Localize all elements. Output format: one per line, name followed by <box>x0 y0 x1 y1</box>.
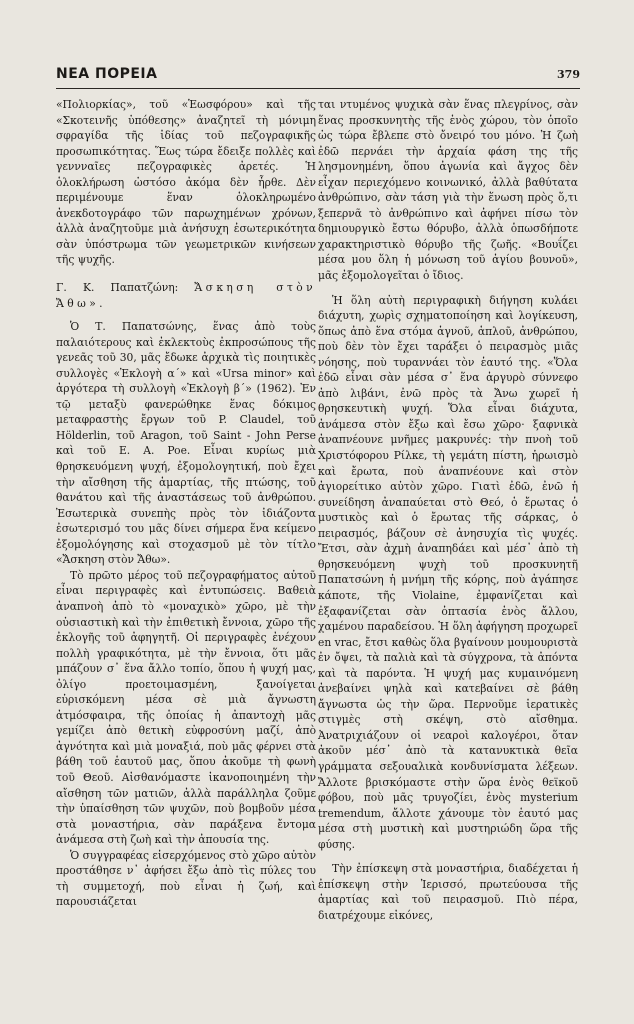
paragraph-author-entering: Ὁ συγγραφέας εἰσερχόμενος στὸ χῶρο αὐτὸν προστάθησε ν᾿ ἀφήσει ἔξω ἀπὸ τὶς πύλες του τὴ συμμετοχή, ποὺ εἶναι ἡ ζωή, καὶ παρουσιάζεται <box>56 848 316 909</box>
right-column <box>318 97 578 923</box>
review-heading-author: Γ. Κ. Παπατζώνη: <box>56 281 179 295</box>
paragraph-continuation: ται ντυμένος ψυχικὰ σὰν ἕνας πλεγρίνος, σὰν ἕνας προσκυνητὴς τῆς ἑνὸς χώρου, τὸν ὁποῖο ὡς τώρα ἔβλεπε στὸ ὄνειρό του μόνο. Ἡ ζωὴ ἐδῶ περνάει τὴν ἀρχαία φάση της τῆς λησμονημένη, ὅπου ἀγωνία καὶ ἄγχος δὲν εἶχαν περιεχόμενο κοινωνικό, ἀλλὰ βαθύτατα ἀνθρώπινο, σὰν τάση γιὰ τὴν ἕνωση πρὸς ὅ,τι ξεπερνᾶ τὸ ἀνθρώπινο καὶ ἀφήνει πίσω τὸν δημιουργικὸ ἔστω θόρυβο, ἀλλὰ ὁπωσδήποτε χαρακτηριστικὸ θόρυβο τῆς ζωῆς. «Βουΐζει μέσα μου ὅλη ἡ μόνωση τοῦ ἁγίου βουνοῦ», μᾶς ἐξομολογεῖται ὁ ἴδιος. <box>318 98 578 283</box>
review-heading <box>56 280 316 311</box>
paragraph-narration: Ἡ ὅλη αὐτὴ περιγραφικὴ διήγηση κυλάει διάχυτη, χωρὶς σχηματοποίηση καὶ λογίκευση, ὅπως ἀπὸ ἕνα στόμα ἁγνοῦ, ἁπλοῦ, ἀνθρώπου, ποὺ δὲν τὸν ἔχει ταράξει ὁ πειρασμὸς μιᾶς νόησης, ποὺ τυραννάει τὸν ἑαυτό της. «Ὅλα ἐδῶ εἶναι σὰν μέσα σ᾿ ἕνα ἀργυρὸ σύννεφο ἀπὸ λιβάνι, ἐνῶ πρὸς τὰ Ἄνω χωρεῖ ἡ θρησκευτικὴ ψυχή. Ὅλα εἶναι διάχυτα, ἀνάμεσα στὸν ἔξω καὶ ἔσω χῶρο· ξαφνικὰ ἀναπνέουνε μνῆμες μακρυνές: τὴν πνοὴ τοῦ Χριστόφορου Ρίλκε, τὴ γεμάτη πίστη, ἡρωισμὸ καὶ ἔρωτα, ποὺ ἀναπνέουνε καὶ στὸν ἀγιορείτικο αὐτὸν χῶρο. Γιατὶ ἐδῶ, ἐνῶ ἡ συνείδηση ἀναπαύεται στὸ Θεό, ὁ ἔρωτας ὁ μυστικὸς καὶ ὁ ἔρωτας τῆς σάρκας, ὁ πειρασμός, βάζουν σὲ ἀνησυχία τὶς ψυχές. Ἔτσι, σὰν ἀχμὴ ἀναπηδάει καὶ μέσ᾿ ἀπὸ τὴ θρησκευόμενη ψυχὴ τοῦ προσκυνητῆ Παπατσώνη ἡ μνήμη τῆς κόρης, ποὺ ἀγάπησε κάποτε, τῆς Violaine, ἐμφανίζεται καὶ ἐξαφανίζεται σὰν ὀπτασία ἑνὸς ἄλλου, χαμένου παραδείσου. Ἡ ὅλη ἀφήγηση προχωρεῖ en vrac, ἔτσι καθὼς ὅλα βγαίνουν μουμουριστὰ ἐν ὄψει, τὰ παλιὰ καὶ τὰ σύγχρονα, τὰ ἀπόντα καὶ τὰ παρόντα. Ἡ ψυχή μας κυμαινόμενη ἀνεβαίνει ψηλὰ καὶ κατεβαίνει σὲ βάθη ἄγνωστα ὡς τὴν ὥρα. Περνοῦμε ἱερατικὲς στιγμὲς στὴ σκέψη, στὸ αἴσθημα. Ἀνατριχιάζουν οἱ νεαροὶ καλογέροι, ὅταν ἀκοῦν μέσ᾿ ἀπὸ τὰ κατανυκτικὰ θεῖα γράμματα σεξουαλικὰ κονδυνίσματα λέξεων. Ἄλλοτε βρισκόμαστε στὴν ὥρα ἑνὸς θεϊκοῦ φόβου, ποὺ μᾶς τρυγοζίει, ἑνὸς mysterium tremendum, ἄλλοτε χάνουμε τὸν ἑαυτό μας μέσα στὴ μυστικὴ καὶ μυστηριώδη ὥρα τῆς φύσης. <box>318 293 578 851</box>
review-heading-title: Ἄσκηση στὸν Ἄθω». <box>56 281 316 310</box>
paragraph-author-intro: Ὁ Τ. Παπατσώνης, ἕνας ἀπὸ τοὺς παλαιότερους καὶ ἐκλεκτοὺς ἐκπροσώπους τῆς γενεᾶς τοῦ 30, μᾶς ἔδωκε ἀρχικὰ τὶς ποιητικὲς συλλογὲς «Ἐκλογὴ α΄» καὶ «Ursa minor» καὶ ἀργότερα τὴ συλλογὴ «Ἐκλογὴ β΄» (1962). Ἐν τῷ μεταξὺ φανερώθηκε ἕνας δόκιμος μεταφραστὴς ἔργων τοῦ P. Claudel, τοῦ Hölderlin, τοῦ Aragon, τοῦ Saint - John Perse καὶ τοῦ E. A. Poe. Εἶναι κυρίως μιὰ θρησκευόμενη ψυχή, ἐξομολογητική, ποὺ ἔχει τὴν αἴσθηση τῆς ἁμαρτίας, τῆς πτώσης, τοῦ θανάτου καὶ τῆς ἀναστάσεως τοῦ ἀνθρώπου. Ἐσωτερικὰ συνεπὴς πρὸς τὸν ἰδιάζοντα ἐσωτερισμό του μᾶς δίνει σήμερα ἕνα κείμενο ἐξομολόγησης καὶ στοχασμοῦ μὲ τὸν τίτλο «Ἄσκηση στὸν Ἄθω». <box>56 320 316 567</box>
journal-title: ΝΕΑ ΠΟΡΕΙΑ <box>56 66 158 82</box>
paragraph-first-part: Τὸ πρῶτο μέρος τοῦ πεζογραφήματος αὐτοῦ εἶναι περιγραφὲς καὶ ἐντυπώσεις. Βαθειὰ ἀναπνοὴ ἀπὸ τὸ «μοναχικὸ» χῶρο, μὲ τὴν οὐσιαστικὴ καὶ τὴν ἐπιθετικὴ ἔννοια, χῶρο τῆς ἐκλογῆς τοῦ ἀφηγητῆ. Οἱ περιγραφὲς ἐνέχουν πολλὴ γραφικότητα, μὲ τὴν ἔννοια, ὅτι μᾶς μπάζουν σ᾿ ἕνα ἄλλο τοπίο, ὅπου ἡ ψυχή μας, ὀλίγο προετοιμασμένη, ξανοίγεται εὐρισκόμενη μέσα σὲ μιὰ ἄγνωστη ἀτμόσφαιρα, τῆς ὁποίας ἡ ἀπαντοχὴ μᾶς γεμίζει ἀπὸ θετικὴ εὐφροσύνη μαζί, ἀπὸ ἀγνότητα καὶ μιὰ μοναξιά, ποὺ μᾶς φέρνει στὰ βάθη τοῦ ἑαυτοῦ μας, ὅπου ἀκοῦμε τὴ φωνὴ τοῦ Θεοῦ. Αἰσθανόμαστε ἱκανοποιημένη τὴν αἴσθηση τῶν ματιῶν, ἀλλὰ παράλληλα ζοῦμε τὴν ὑπαίσθηση τῶν ψυχῶν, ποὺ βομβοῦν μέσα στὰ μοναστήρια, σὰν παράξενα ἔντομα ἀνάμεσα στὴ ζωὴ καὶ τὴν ἀπουσία της. <box>56 568 316 847</box>
left-column <box>56 97 316 910</box>
running-header <box>56 64 580 89</box>
paragraph-visit: Τὴν ἐπίσκεψη στὰ μοναστήρια, διαδέχεται ἡ ἐπίσκεψη στὴν Ἱερισσό, πρωτεύουσα τῆς ἁμαρτίας καὶ τοῦ πειρασμοῦ. Πιὸ πέρα, διατρέχουμε εἰκόνες, <box>318 862 578 922</box>
paragraph-intro: «Πολιορκίας», τοῦ «Ἑωσφόρου» καὶ τῆς «Σκοτεινῆς ὑπόθεσης» ἀναζητεῖ τὴ μόνιμη σφραγίδα τῆς ἰδίας τοῦ πεζογραφικῆς προσωπικότητας. Ἕως τώρα ἔδειξε πολλὲς καὶ γεννναῖες πεζογραφικὲς ἀρετές. Ἡ ὁλοκλήρωση ὡστόσο ἀκόμα δὲν ἦρθε. Δὲν περιμένουμε ἕναν ὁλοκληρωμένο ἀνεκδοτογράφο τῶν παρωχημένων χρόνων, ἀλλὰ ἀναζητοῦμε μιὰ ἀνήσυχη ἐσωτερικότητα σὰν ὑπόστρωμα τῶν γεωμετρικῶν κινήσεων τῆς ψυχῆς. <box>56 98 316 267</box>
page-number: 379 <box>557 68 580 81</box>
